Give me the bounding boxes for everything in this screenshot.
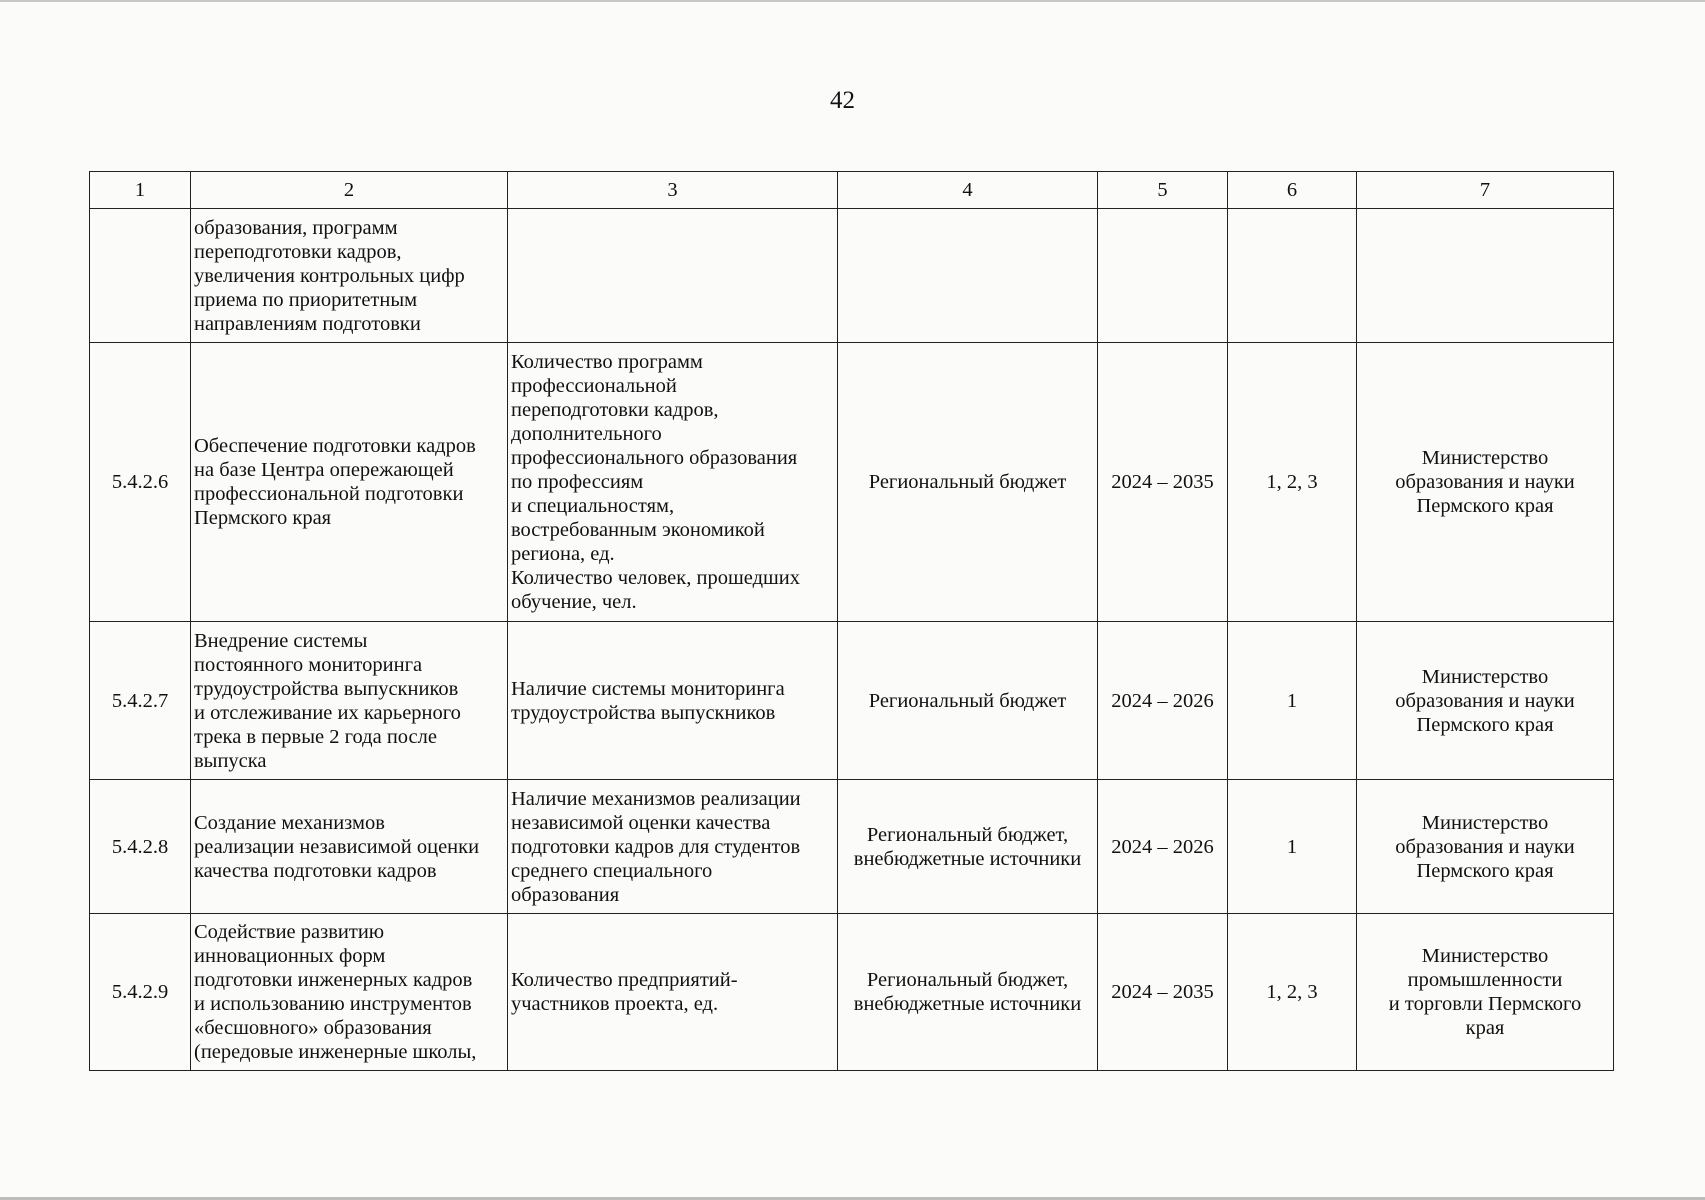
table-row (90, 780, 1614, 914)
cell-text-line: Региональный бюджет (868, 689, 1067, 712)
table-row (90, 343, 1614, 622)
header-cell: 6 (1228, 172, 1357, 209)
table-header-row (90, 172, 1614, 209)
period-cell: 2024 – 2026 (1098, 780, 1228, 914)
header-cell: 1 (90, 172, 191, 209)
table-row (90, 914, 1614, 1071)
row-number-cell: 5.4.2.6 (90, 343, 191, 622)
funding-source-cell (838, 209, 1098, 343)
cell-text-line: и специальностям, (511, 495, 675, 517)
cell-text-line: Министерство (1421, 945, 1549, 967)
cell-text-line: профессиональной подготовки (194, 483, 464, 505)
measure-cell (191, 914, 508, 1071)
indicator-cell (508, 622, 838, 780)
cell-text-line: (передовые инженерные школы, (194, 1041, 477, 1063)
cell-text-line: внебюджетные источники (853, 847, 1082, 870)
cell-text-line: профессиональной (511, 375, 677, 397)
cell-text-line: Пермского края (194, 507, 332, 529)
table-row (90, 622, 1614, 780)
scan-edge-top (0, 0, 1705, 2)
measure-cell (191, 780, 508, 914)
cell-text-line: внебюджетные источники (853, 993, 1082, 1015)
cell-text-line: Пермского края (1416, 859, 1554, 882)
cell-text-line: Количество человек, прошедших (511, 567, 801, 589)
cell-text-line: Пермского края (1416, 713, 1554, 736)
cell-text-line: Количество программ (511, 351, 703, 373)
cell-text-line: образования и науки (1395, 835, 1575, 858)
cell-text-line: профессионального образования (511, 447, 798, 469)
row-number-cell: 5.4.2.8 (90, 780, 191, 914)
cell-text-line: Региональный бюджет, (866, 969, 1069, 991)
cell-text-line: Министерство (1421, 447, 1549, 469)
responsible-cell (1357, 780, 1614, 914)
cell-text-line: Внедрение системы (194, 629, 368, 652)
responsible-cell (1357, 914, 1614, 1071)
cell-text-line: Содействие развитию (194, 921, 385, 943)
cell-text-line: региона, ед. (511, 543, 615, 565)
cell-text-line: качества подготовки кадров (194, 859, 437, 882)
funding-source-cell (838, 343, 1098, 622)
cell-text-line: Количество предприятий- (511, 969, 738, 991)
responsible-cell (1357, 343, 1614, 622)
cell-text-line: образования и науки (1395, 689, 1575, 712)
cell-text-line: Министерство (1421, 665, 1549, 688)
funding-source-cell (838, 622, 1098, 780)
indicator-cell (508, 780, 838, 914)
cell-text-line: подготовки кадров для студентов (511, 835, 801, 858)
cell-text-line: приема по приоритетным (194, 288, 418, 311)
cell-text-line: переподготовки кадров, (194, 240, 402, 263)
cell-text-line: образования, программ (194, 216, 398, 239)
cell-text-line: Наличие системы мониторинга (511, 677, 785, 700)
cell-text-line: подготовки инженерных кадров (194, 969, 473, 991)
indicator-cell (508, 914, 838, 1071)
cell-text-line: и торговли Пермского (1388, 993, 1582, 1015)
header-cell: 5 (1098, 172, 1228, 209)
cell-text-line: выпуска (194, 749, 267, 772)
cell-text-line: инновационных форм (194, 945, 386, 967)
cell-text-line: Министерство (1421, 811, 1549, 834)
cell-text-line: Обеспечение подготовки кадров (194, 435, 476, 457)
cell-text-line: трека в первые 2 года после (194, 725, 437, 748)
measure-cell (191, 343, 508, 622)
cell-text-line: независимой оценки качества (511, 811, 771, 834)
cell-text-line: промышленности (1407, 969, 1563, 991)
stage-cell: 1, 2, 3 (1228, 343, 1357, 622)
cell-text-line: востребованным экономикой (511, 519, 765, 541)
cell-text-line: трудоустройства выпускников (511, 701, 776, 724)
row-number-cell: 5.4.2.9 (90, 914, 191, 1071)
cell-text-line: дополнительного (511, 423, 662, 445)
period-cell: 2024 – 2035 (1098, 914, 1228, 1071)
cell-text-line: среднего специального (511, 859, 713, 882)
cell-text-line: Наличие механизмов реализации (511, 787, 801, 810)
measures-table (89, 171, 1614, 1071)
cell-text-line: образования и науки (1395, 471, 1575, 493)
header-cell: 7 (1357, 172, 1614, 209)
measure-cell (191, 209, 508, 343)
stage-cell: 1, 2, 3 (1228, 914, 1357, 1071)
header-cell: 4 (838, 172, 1098, 209)
cell-text-line: постоянного мониторинга (194, 653, 423, 676)
row-number-cell (90, 209, 191, 343)
funding-source-cell (838, 914, 1098, 1071)
cell-text-line: переподготовки кадров, (511, 399, 719, 421)
cell-text-line: края (1465, 1017, 1505, 1039)
cell-text-line: Пермского края (1416, 495, 1554, 517)
cell-text-line: обучение, чел. (511, 591, 637, 613)
page-number: 42 (830, 87, 855, 114)
cell-text-line: Создание механизмов (194, 811, 385, 834)
period-cell (1098, 209, 1228, 343)
header-cell: 2 (191, 172, 508, 209)
cell-text-line: по профессиям (511, 471, 644, 493)
cell-text-line: Региональный бюджет (868, 471, 1067, 493)
cell-text-line: участников проекта, ед. (511, 993, 719, 1015)
stage-cell: 1 (1228, 622, 1357, 780)
table-row (90, 209, 1614, 343)
cell-text-line: увеличения контрольных цифр (194, 264, 465, 287)
cell-text-line: и использованию инструментов (194, 993, 472, 1015)
cell-text-line: Региональный бюджет, (866, 823, 1069, 846)
cell-text-line: реализации независимой оценки (194, 835, 480, 858)
stage-cell: 1 (1228, 780, 1357, 914)
cell-text-line: направлениям подготовки (194, 312, 421, 335)
indicator-cell (508, 343, 838, 622)
row-number-cell: 5.4.2.7 (90, 622, 191, 780)
responsible-cell (1357, 209, 1614, 343)
cell-text-line: на базе Центра опережающей (194, 459, 454, 481)
stage-cell (1228, 209, 1357, 343)
period-cell: 2024 – 2026 (1098, 622, 1228, 780)
responsible-cell (1357, 622, 1614, 780)
funding-source-cell (838, 780, 1098, 914)
cell-text-line: и отслеживание их карьерного (194, 701, 461, 724)
header-cell: 3 (508, 172, 838, 209)
cell-text-line: «бесшовного» образования (194, 1017, 432, 1039)
cell-text-line: трудоустройства выпускников (194, 677, 459, 700)
period-cell: 2024 – 2035 (1098, 343, 1228, 622)
indicator-cell (508, 209, 838, 343)
cell-text-line: образования (511, 883, 620, 906)
measure-cell (191, 622, 508, 780)
